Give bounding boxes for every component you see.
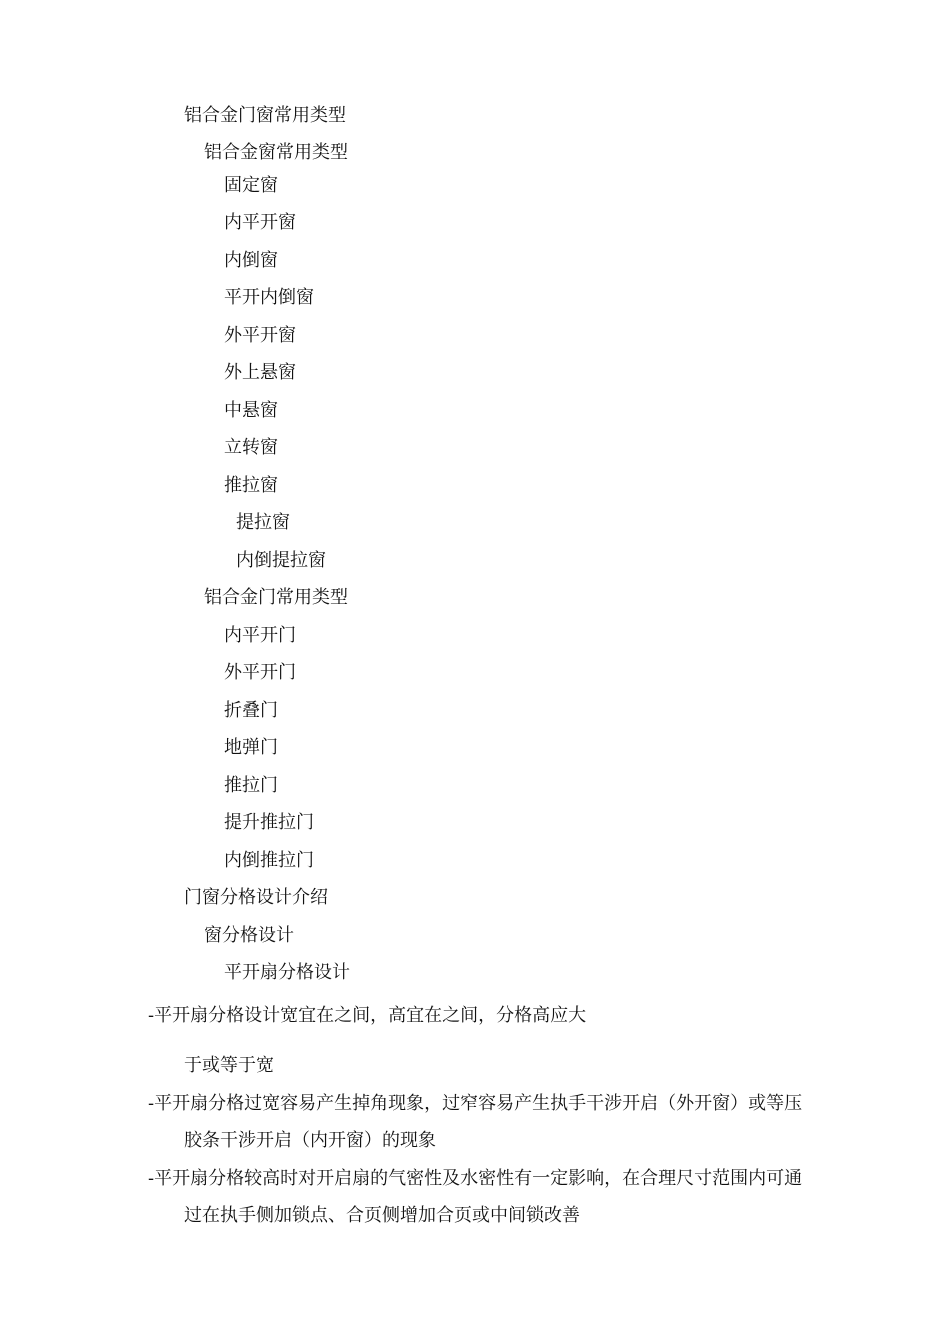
outline-item: 提升推拉门 xyxy=(224,812,314,833)
heading-level1: 门窗分格设计介绍 xyxy=(184,887,328,908)
outline-item: 内平开门 xyxy=(224,625,296,646)
bullet-continuation-1: 于或等于宽 xyxy=(184,1055,274,1076)
outline-item: 地弹门 xyxy=(224,737,278,758)
outline-item: 中悬窗 xyxy=(224,400,278,421)
heading-level2: 铝合金门常用类型 xyxy=(204,587,348,608)
bullet-continuation-3: 过在执手侧加锁点、合页侧增加合页或中间锁改善 xyxy=(184,1205,580,1226)
heading-level2: 窗分格设计 xyxy=(204,925,294,946)
outline-item: 平开内倒窗 xyxy=(224,287,314,308)
outline-item: 折叠门 xyxy=(224,700,278,721)
outline-item: 内倒推拉门 xyxy=(224,850,314,871)
outline-item: 立转窗 xyxy=(224,437,278,458)
outline-item: 内平开窗 xyxy=(224,212,296,233)
outline-item: 外平开门 xyxy=(224,662,296,683)
outline-item: 推拉窗 xyxy=(224,475,278,496)
heading-level2: 铝合金窗常用类型 xyxy=(204,142,348,163)
outline-item: 外上悬窗 xyxy=(224,362,296,383)
bullet-continuation-2: 胶条干涉开启（内开窗）的现象 xyxy=(184,1130,436,1151)
outline-item: 内倒窗 xyxy=(224,250,278,271)
outline-item: 平开扇分格设计 xyxy=(224,962,350,983)
outline-subitem: 提拉窗 xyxy=(236,512,290,533)
outline-item: 外平开窗 xyxy=(224,325,296,346)
bullet-paragraph-2: -平开扇分格过宽容易产生掉角现象，过窄容易产生执手干涉开启（外开窗）或等压 xyxy=(148,1093,803,1114)
outline-item: 推拉门 xyxy=(224,775,278,796)
outline-subitem: 内倒提拉窗 xyxy=(236,550,326,571)
bullet-paragraph-1: -平开扇分格设计宽宜在之间，高宜在之间，分格高应大 xyxy=(148,1005,587,1026)
outline-item: 固定窗 xyxy=(224,175,278,196)
bullet-paragraph-3: -平开扇分格较高时对开启扇的气密性及水密性有一定影响，在合理尺寸范围内可通 xyxy=(148,1168,803,1189)
heading-level1: 铝合金门窗常用类型 xyxy=(184,105,346,126)
